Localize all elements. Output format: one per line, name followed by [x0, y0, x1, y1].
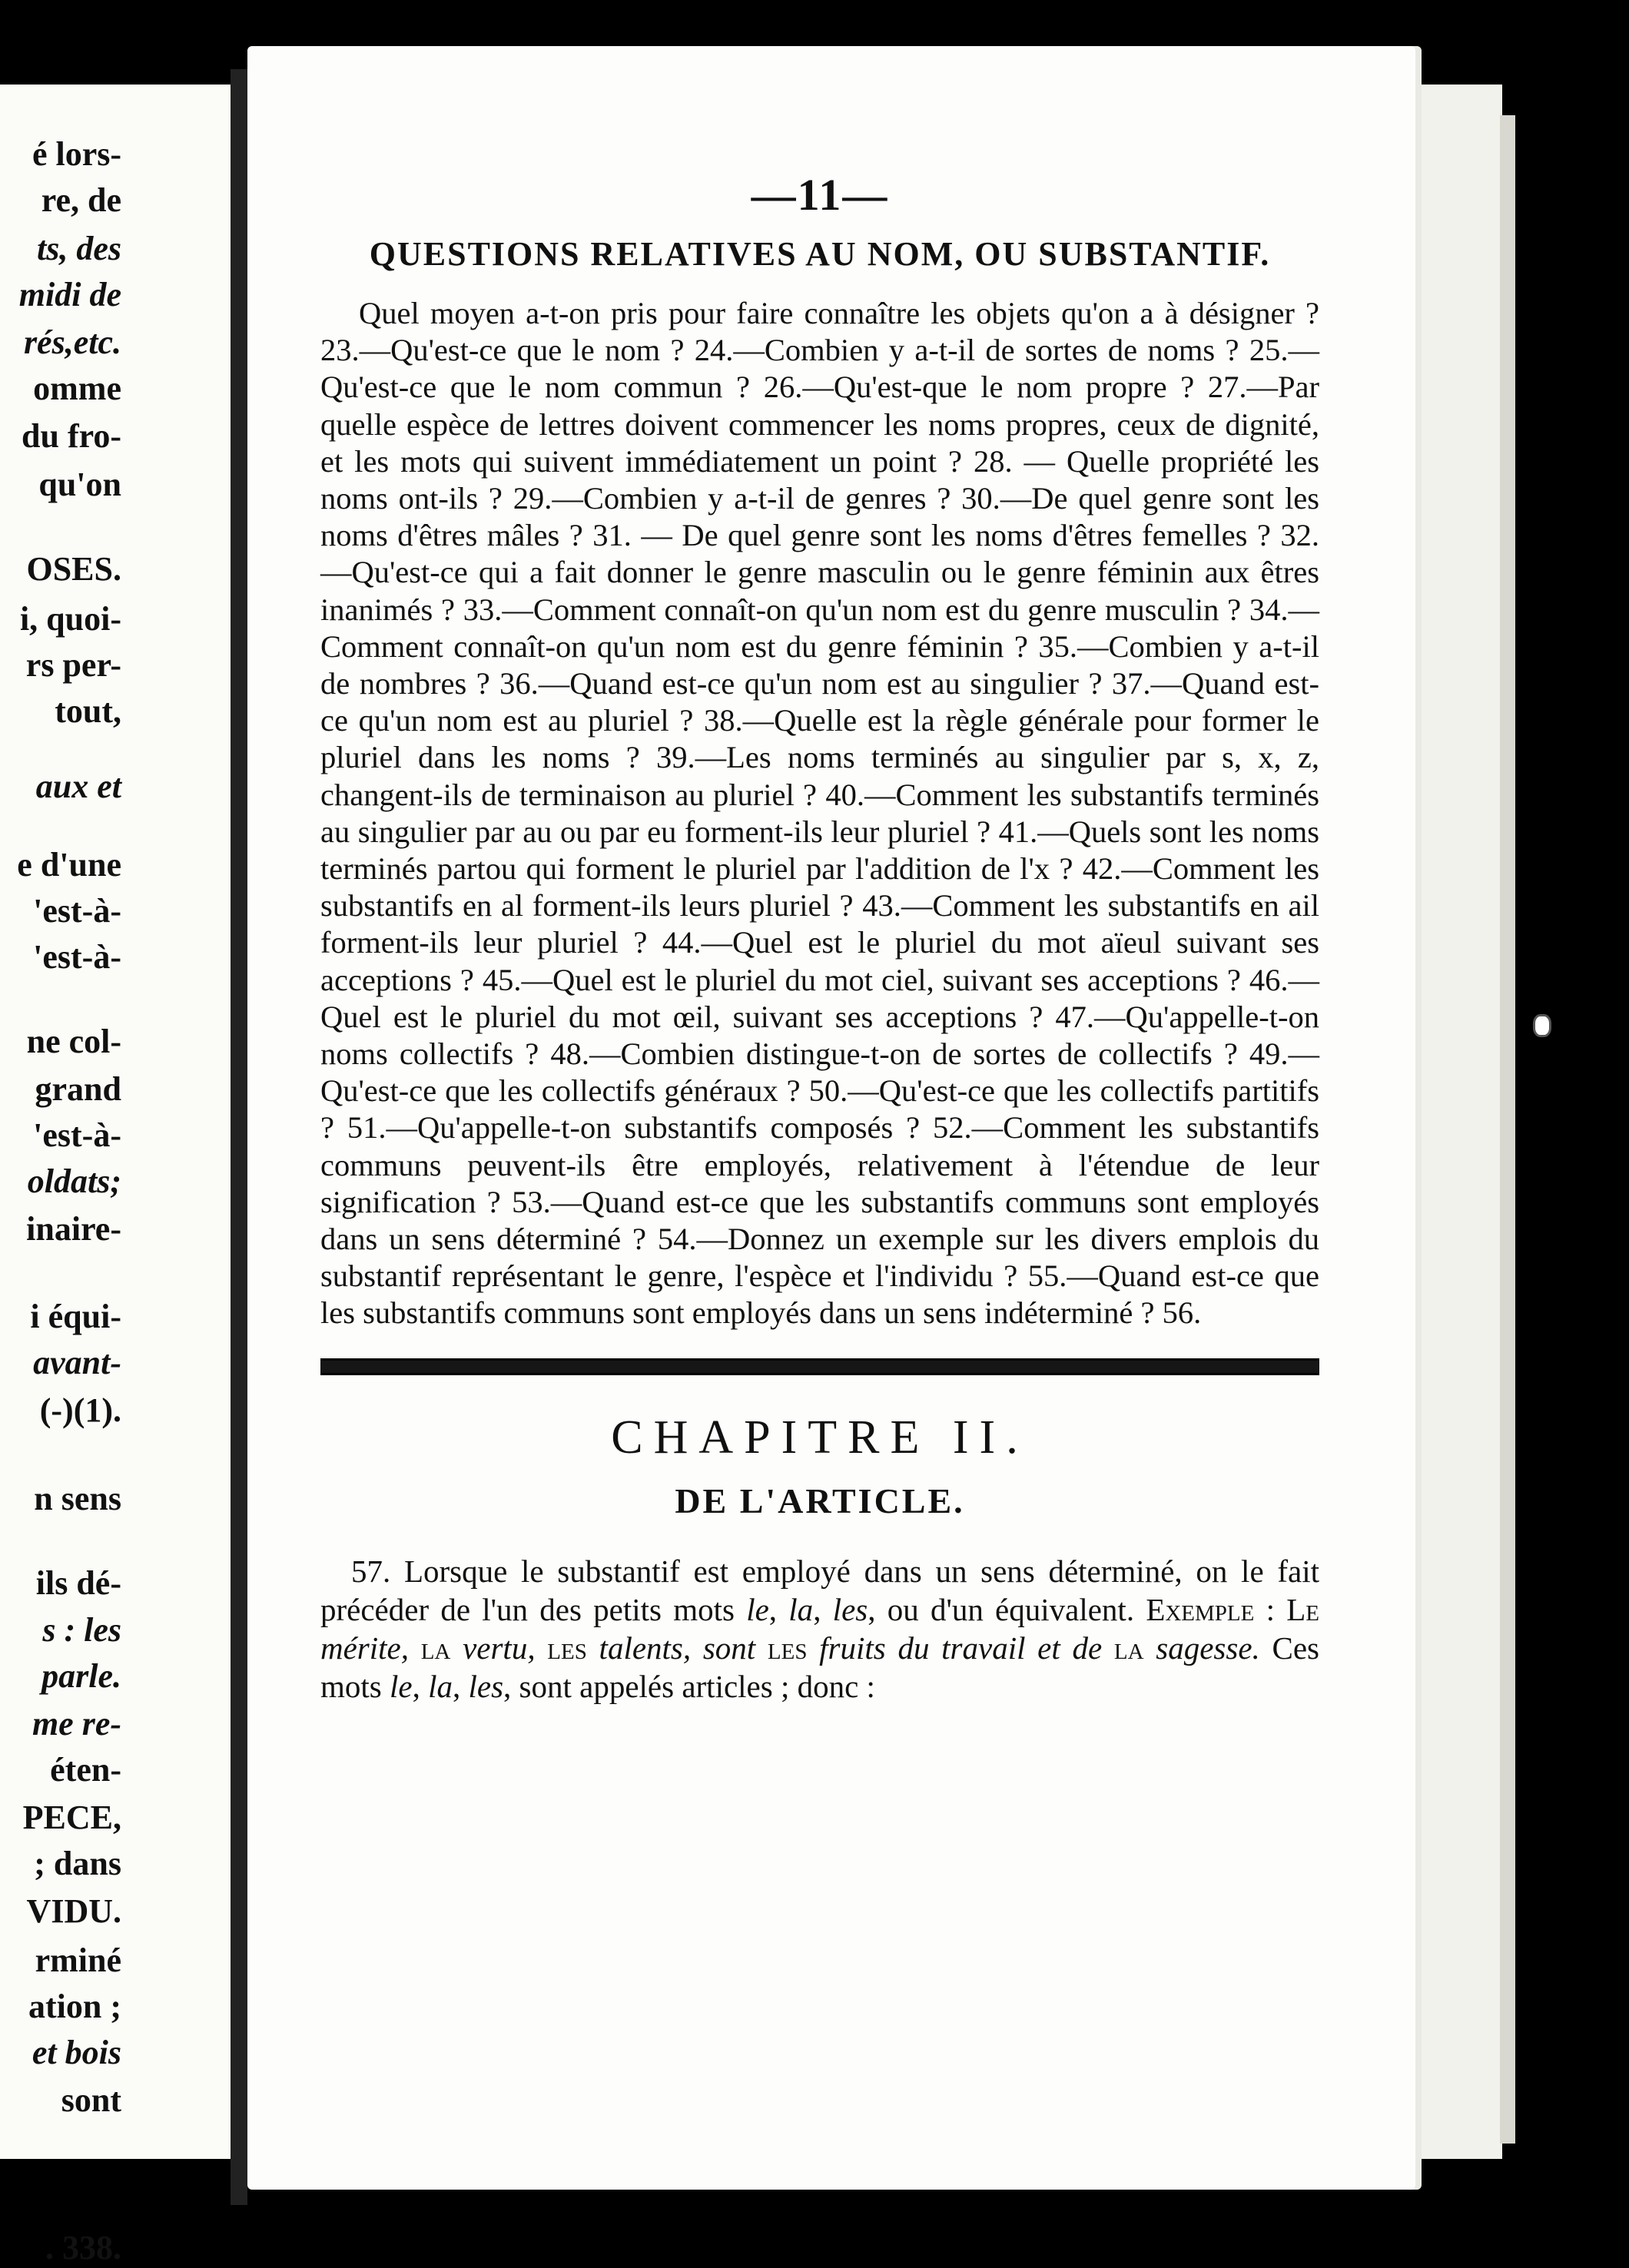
paragraph-57 [320, 1552, 1319, 1706]
para-text: Ces mots [320, 1630, 1319, 1704]
left-page-line: . 338. [45, 2229, 121, 2266]
left-page-line: et bois [32, 2034, 121, 2071]
para-text: : [1254, 1591, 1287, 1627]
paper-speck [1533, 1014, 1551, 1037]
page-number: —11— [751, 170, 889, 220]
page-content [320, 169, 1319, 1706]
left-page-line: rés,etc. [23, 323, 121, 361]
left-page-line: 'est-à- [33, 1116, 121, 1154]
questions-paragraph: Quel moyen a-t-on pris pour faire connaître les objets qu'on a à désigner ? 23.—Qu'est-ce que le nom ? 24.—Combien y a-t-il de sortes de noms ? 25.—Qu'est-ce que le nom commun ? 26.—Qu'est-que le nom propre ? 27.—Par quelle espèce de lettres doivent commencer les noms propres, ceux de dignité, et les mots qui suivent immédiatement un point ? 28. — Quelle propriété les noms ont-ils ? 29.—Combien y a-t-il de genres ? 30.—De quel genre sont les noms d'êtres mâles ? 31. — De quel genre sont les noms d'êtres femelles ? 32.—Qu'est-ce qui a fait donner le genre masculin ou le genre féminin aux êtres inanimés ? 33.—Comment connaît-on qu'un nom est du genre musculin ? 34.—Comment connaît-on qu'un nom est du genre féminin ? 35.—Combien y a-t-il de nombres ? 36.—Quand est-ce qu'un nom est au singulier ? 37.—Quand est-ce qu'un nom est au pluriel ? 38.—Quelle est la règle générale pour former le pluriel dans les noms ? 39.—Les noms terminés au singulier par s, x, z, changent-ils de terminaison au pluriel ? 40.—Comment les substantifs terminés au singulier par au ou par eu forment-ils leur pluriel ? 41.—Quels sont les noms terminés partou qui forment le pluriel par l'addition de l'x ? 42.—Comment les substantifs en al forment-ils leurs pluriel ? 43.—Comment les substantifs en ail forment-ils leur pluriel ? 44.—Quel est le pluriel du mot aïeul suivant ses acceptions ? 45.—Quel est le pluriel du mot ciel, suivant ses acceptions ? 46.—Quel est le pluriel du mot œil, suivant ses acceptions ? 47.—Qu'appelle-t-on noms collectifs ? 48.—Combien distingue-t-on de sortes de collectifs ? 49.—Qu'est-ce que les collectifs généraux ? 50.—Qu'est-ce que les collectifs partitifs ? 51.—Qu'appelle-t-on substantifs composés ? 52.—Comment les substantifs communs peuvent-ils être employés, relativement à l'étendue de leur signification ? 53.—Quand est-ce que les substantifs communs sont employés dans un sens déterminé ? 54.—Donnez un exemple sur les divers emplois du substantif représentant le genre, l'espèce et l'individu ? 55.—Quand est-ce que les substantifs communs sont employés dans un sens indéterminé ? 56. [320, 296, 1319, 1331]
book-gutter [231, 69, 247, 2205]
para-text: , [453, 1668, 469, 1704]
article-word: le [390, 1668, 413, 1704]
book-cover-edge [1500, 115, 1515, 2144]
left-page-line: tout, [55, 692, 121, 730]
chapter-title: CHAPITRE II. [611, 1411, 1029, 1464]
left-page-line: n sens [34, 1480, 121, 1517]
left-page-line: inaire- [26, 1210, 121, 1248]
exemple-label: Exemple [1146, 1591, 1255, 1627]
para-text: , sont appelés articles ; donc : [503, 1668, 875, 1704]
article-smallcaps: les [547, 1630, 587, 1666]
article-smallcaps: Le [1286, 1591, 1319, 1627]
left-page-line: midi de [18, 276, 121, 313]
para-text: , [768, 1591, 789, 1627]
left-page-line: oldats; [27, 1162, 121, 1200]
left-page-line: parle. [41, 1657, 121, 1695]
example-text: fruits du travail et de [807, 1630, 1114, 1666]
article-smallcaps: la [1113, 1630, 1144, 1666]
left-page-line: ation ; [28, 1988, 121, 2025]
example-text: sagesse. [1143, 1630, 1260, 1666]
left-page-line: ; dans [34, 1845, 121, 1882]
left-page-line: (-)(1). [39, 1391, 121, 1429]
left-page-line: 'est-à- [33, 892, 121, 930]
para-text: , ou d'un équivalent. [868, 1591, 1146, 1627]
left-page-line: OSES. [26, 550, 121, 588]
article-word: le [746, 1591, 769, 1627]
article-word: les [832, 1591, 868, 1627]
left-page-line: grand [35, 1070, 121, 1108]
left-page-line: i équi- [30, 1298, 121, 1335]
left-facing-page [0, 85, 235, 2266]
article-word: la [428, 1668, 453, 1704]
para-text: , [813, 1591, 833, 1627]
book-page [247, 46, 1415, 2190]
left-page-line: VIDU. [26, 1892, 121, 1930]
left-page-line: omme [33, 370, 121, 407]
section-title: QUESTIONS RELATIVES AU NOM, OU SUBSTANTIF. [369, 235, 1271, 273]
article-smallcaps: les [767, 1630, 808, 1666]
left-page-line: PECE, [22, 1799, 121, 1836]
left-page-line: ts, des [37, 230, 121, 267]
article-word: les [468, 1668, 504, 1704]
left-page-line: ne col- [26, 1023, 121, 1060]
chapter-divider-rule [320, 1358, 1319, 1375]
left-page-line: du fro- [22, 417, 121, 455]
left-page-line: sont [61, 2081, 121, 2119]
chapter-subtitle: DE L'ARTICLE. [675, 1480, 965, 1520]
left-page-line: rs per- [25, 646, 121, 684]
example-text: mérite, [320, 1630, 421, 1666]
left-page-line: avant- [33, 1344, 121, 1381]
left-page-line: s : les [42, 1611, 121, 1649]
article-smallcaps: la [420, 1630, 451, 1666]
left-page-line: é lors- [32, 135, 121, 173]
example-text: vertu, [450, 1630, 548, 1666]
left-page-line: i, quoi- [19, 600, 121, 638]
para-text: , [412, 1668, 429, 1704]
article-word: la [788, 1591, 814, 1627]
para-text: 57. Lorsque le substantif est employé dans un sens déterminé, on le fait précéder de l'un des petits mots [320, 1553, 1319, 1627]
example-text: talents, sont [586, 1630, 768, 1666]
left-page-line: 'est-à- [33, 938, 121, 976]
page-stack-edge [1415, 85, 1502, 2159]
left-page-line: éten- [50, 1751, 121, 1789]
left-page-line: aux et [35, 768, 121, 805]
left-page-line: qu'on [38, 466, 121, 503]
left-page-line: rminé [35, 1941, 121, 1979]
left-page-line: e d'une [17, 846, 121, 884]
left-page-line: ils dé- [35, 1564, 121, 1602]
left-page-line: me re- [32, 1705, 121, 1742]
left-page-line: re, de [41, 181, 121, 219]
